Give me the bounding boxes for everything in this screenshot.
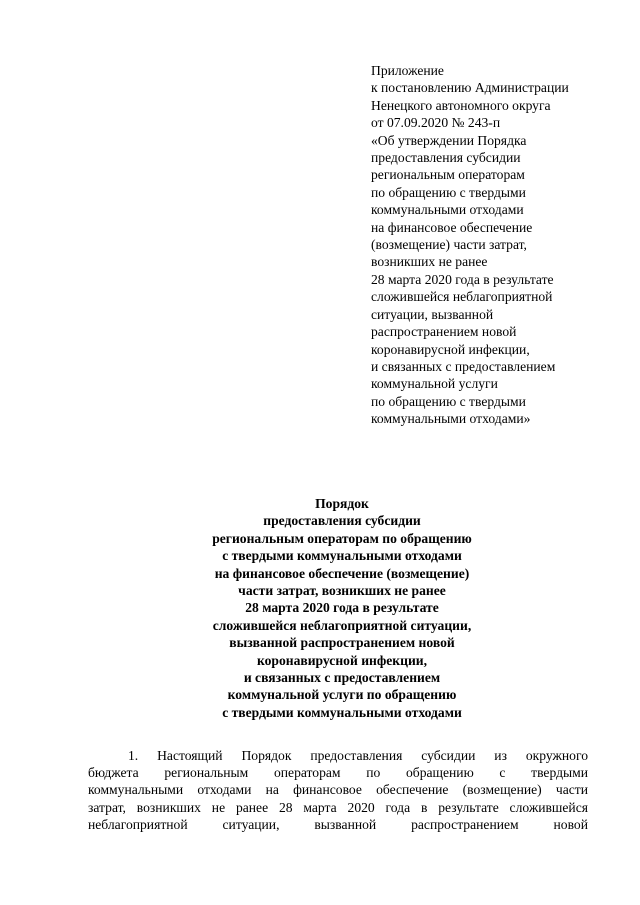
title-line: 28 марта 2020 года в результате: [245, 600, 439, 616]
body-line: коммунальными отходами на финансовое обеспечение (возмещение) части: [88, 782, 588, 798]
appendix-line: (возмещение) части затрат,: [371, 237, 527, 253]
appendix-header: [371, 62, 621, 428]
appendix-line: ситуации, вызванной: [371, 306, 494, 322]
document-title: [130, 495, 554, 721]
body-line: бюджета региональным операторам по обращению с твердыми: [88, 765, 588, 781]
title-line: и связанных с предоставлением: [243, 670, 441, 686]
appendix-line: коронавирусной инфекции,: [371, 341, 530, 357]
appendix-line: 28 марта 2020 года в результате: [371, 271, 554, 287]
title-line: Порядок: [315, 496, 369, 511]
appendix-line: от 07.09.2020 № 243-п: [371, 115, 501, 131]
title-line: предоставления субсидии: [263, 513, 421, 529]
appendix-line: коммунальной услуги: [371, 376, 498, 392]
appendix-line: региональным операторам: [371, 167, 525, 183]
appendix-line: коммунальными отходами»: [371, 411, 531, 427]
appendix-line: распространением новой: [371, 324, 517, 340]
appendix-line: сложившейся неблагоприятной: [371, 289, 553, 305]
appendix-line: на финансовое обеспечение: [371, 219, 533, 235]
title-line: части затрат, возникших не ранее: [238, 583, 446, 599]
title-line: коммунальной услуги по обращению: [227, 687, 457, 703]
appendix-line: и связанных с предоставлением: [371, 358, 556, 374]
title-line: на финансовое обеспечение (возмещение): [214, 565, 470, 581]
appendix-line: предоставления субсидии: [371, 150, 521, 166]
body-paragraph: [88, 747, 588, 833]
appendix-line: Приложение: [371, 63, 444, 78]
appendix-line: Ненецкого автономного округа: [371, 97, 551, 113]
appendix-line: возникших не ранее: [371, 254, 488, 270]
title-line: коронавирусной инфекции,: [256, 652, 428, 668]
appendix-line: к постановлению Администрации: [371, 80, 569, 96]
body-line: 1. Настоящий Порядок предоставления субсидии из окружного: [128, 748, 588, 763]
body-line: неблагоприятной ситуации, вызванной распространением новой: [88, 816, 588, 832]
body-line: затрат, возникших не ранее 28 марта 2020 года в результате сложившейся: [88, 799, 588, 815]
appendix-line: коммунальными отходами: [371, 202, 524, 218]
appendix-line: «Об утверждении Порядка: [371, 132, 527, 148]
title-line: региональным операторам по обращению: [212, 530, 472, 546]
title-line: с твердыми коммунальными отходами: [222, 548, 462, 564]
title-line: вызванной распространением новой: [229, 635, 455, 651]
appendix-line: по обращению с твердыми: [371, 393, 526, 409]
title-line: сложившейся неблагоприятной ситуации,: [212, 617, 472, 633]
title-line: с твердыми коммунальными отходами: [222, 704, 462, 720]
appendix-line: по обращению с твердыми: [371, 184, 526, 200]
